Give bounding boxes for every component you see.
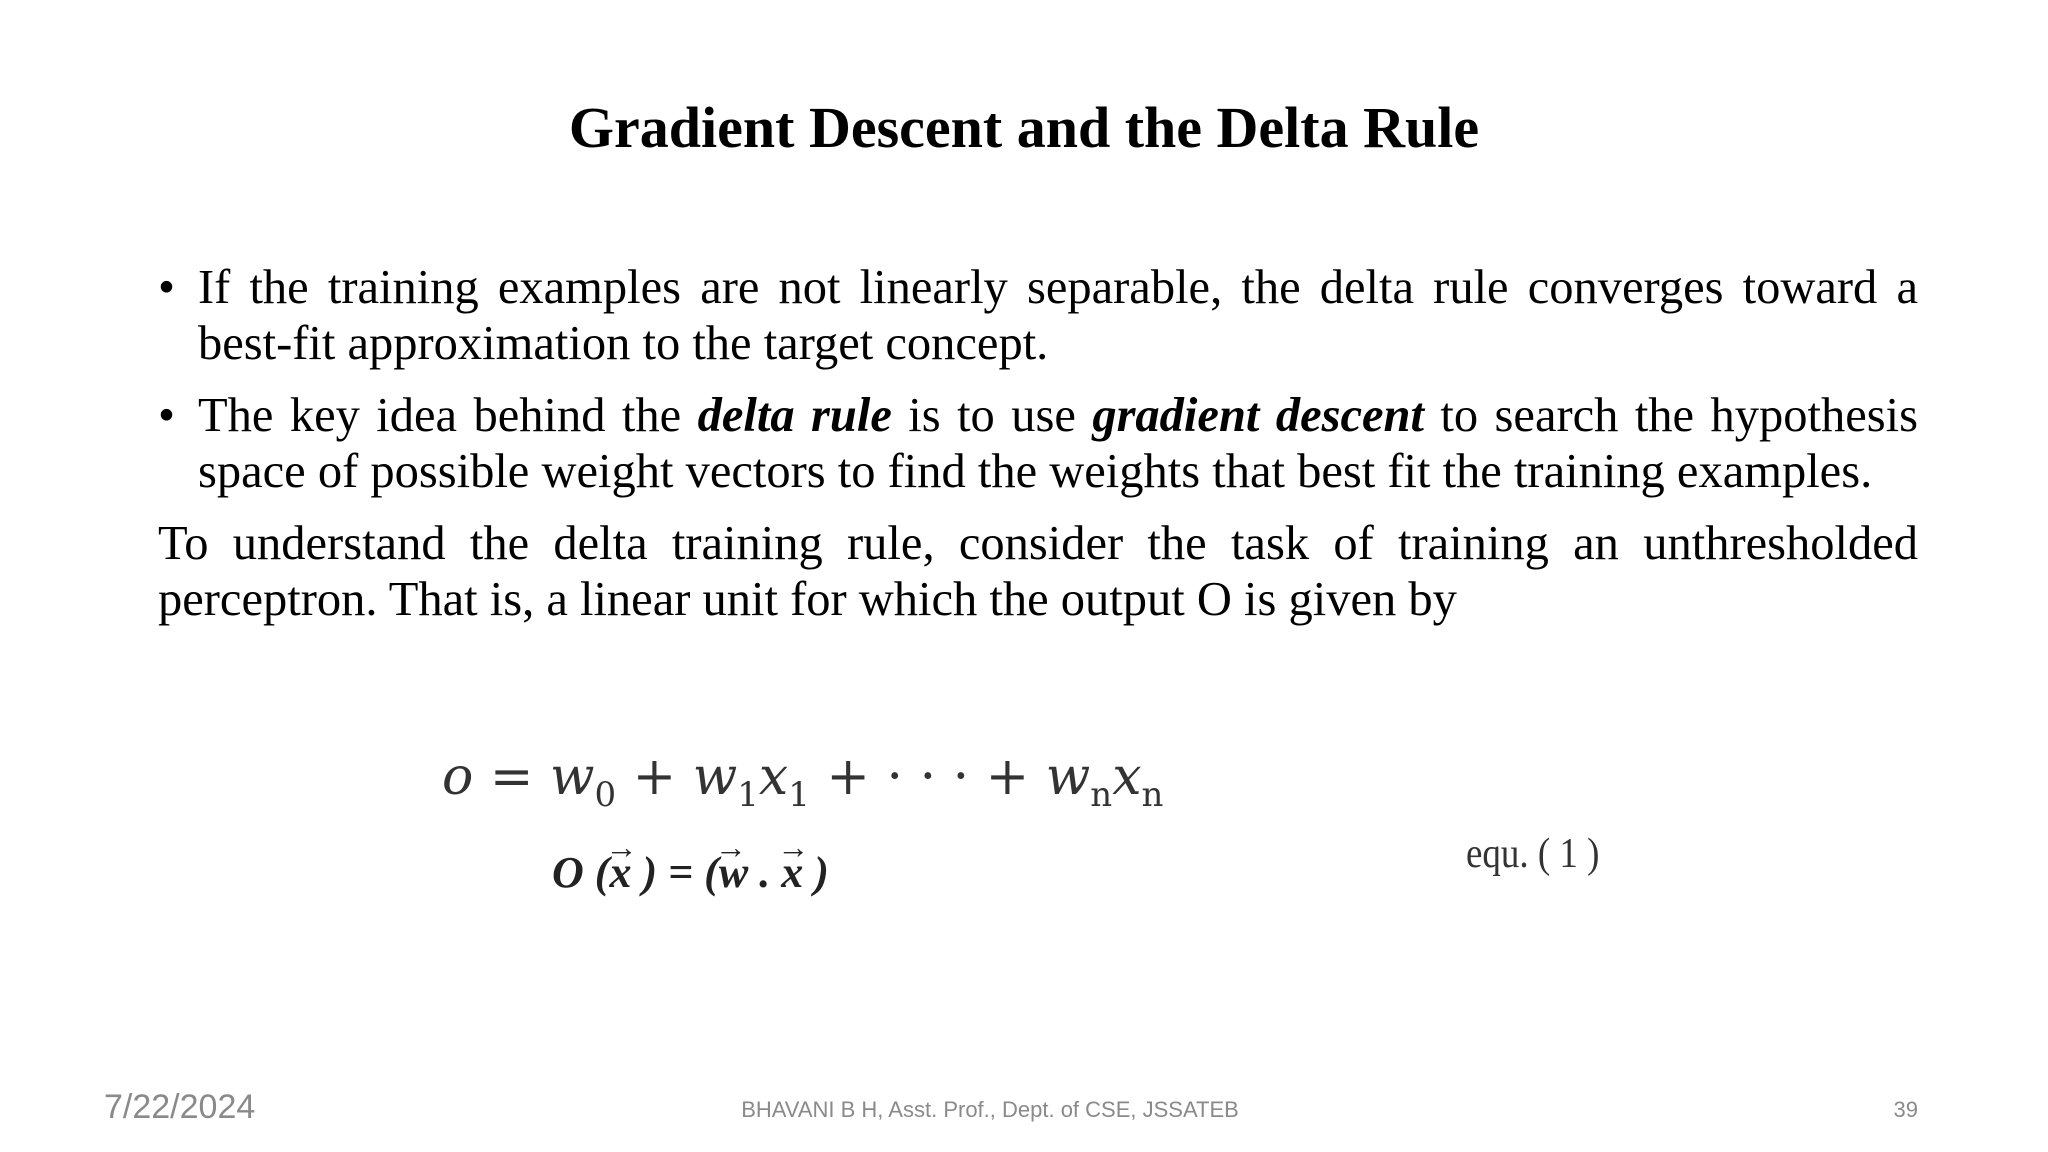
bullet-dot-icon: •	[158, 261, 175, 314]
eq-operator: =	[473, 747, 550, 807]
eq-symbol: O	[552, 848, 584, 897]
eq-symbol: w	[1045, 747, 1091, 807]
bullet-text-part: The key idea behind the	[198, 389, 698, 442]
vector-output-equation	[552, 843, 829, 903]
bullet-item	[158, 388, 1918, 500]
bullet-text: If the training examples are not linearly separable, the delta rule converges toward a best-fit approximation to the target concept.	[198, 261, 1918, 370]
eq-subscript: n	[1090, 775, 1113, 815]
eq-operator: )	[803, 848, 829, 897]
eq-operator: +	[616, 747, 693, 807]
eq-symbol: o	[442, 747, 474, 807]
bullet-dot-icon: •	[158, 389, 175, 442]
eq-subscript: 0	[594, 775, 617, 815]
slide-body	[158, 260, 1918, 628]
eq-symbol: w	[692, 747, 738, 807]
eq-symbol: x	[758, 747, 789, 807]
bullet-item	[158, 260, 1918, 372]
emphasis-gradient-descent: gradient descent	[1092, 389, 1424, 442]
slide-number: 39	[1893, 1097, 1918, 1122]
eq-operator: .	[748, 848, 782, 897]
eq-subscript: 1	[788, 775, 810, 815]
vector-w: → w	[719, 843, 748, 903]
eq-symbol: w	[549, 747, 595, 807]
footer-author: BHAVANI B H, Asst. Prof., Dept. of CSE, JSSATEB	[741, 1097, 1239, 1122]
vector-x: → x	[781, 843, 803, 903]
slide-title: Gradient Descent and the Delta Rule	[568, 95, 1480, 160]
eq-operator: ) = (	[631, 848, 719, 897]
eq-operator: + · · · +	[809, 747, 1046, 807]
eq-operator: (	[583, 848, 610, 897]
equation-label: equ. ( 1 )	[1466, 831, 1600, 877]
explanation-paragraph: To understand the delta training rule, consider the task of training an unthresholded perceptron. That is, a linear unit for which the output O is given by	[158, 517, 1918, 626]
eq-subscript: 1	[737, 775, 759, 815]
eq-symbol: x	[1112, 747, 1142, 807]
vector-x: → x	[609, 843, 631, 903]
footer-date: 7/22/2024	[104, 1088, 256, 1126]
emphasis-delta-rule: delta rule	[697, 389, 892, 442]
bullet-text-part: to search the hypothesis space of possible weight vectors to find the weights that best fit the training examples.	[198, 389, 1918, 498]
eq-subscript: n	[1141, 775, 1164, 815]
bullet-text-part: is to use	[891, 389, 1093, 442]
